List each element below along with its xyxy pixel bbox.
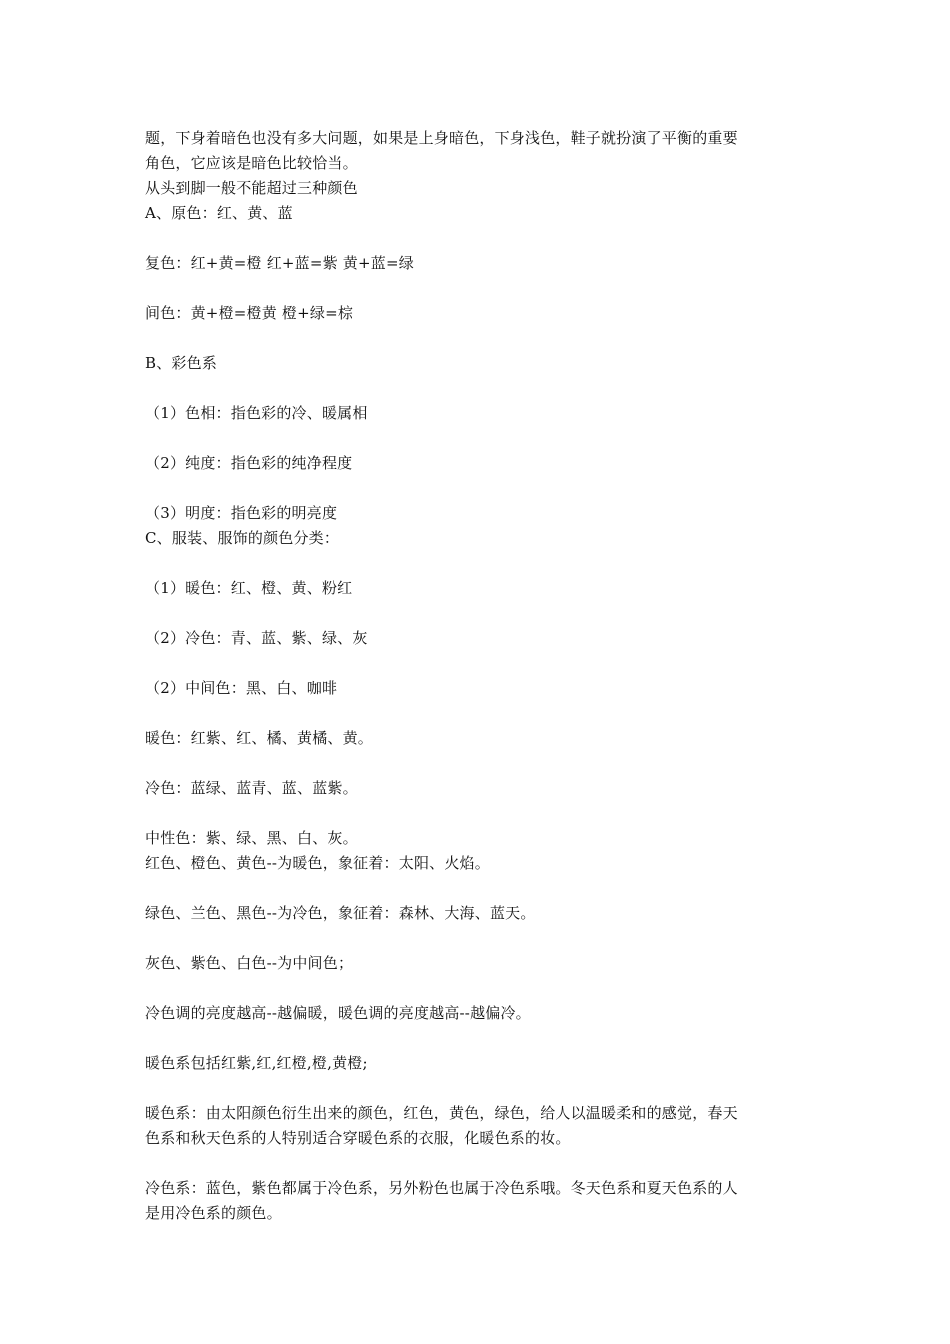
paragraph-gap xyxy=(145,276,813,301)
paragraph-gap xyxy=(145,751,813,776)
text-line: 色系和秋天色系的人特别适合穿暖色系的衣服，化暖色系的妆。 xyxy=(145,1129,571,1147)
text-line: 灰色、紫色、白色--为中间色； xyxy=(145,954,354,972)
text-line: （2）纯度：指色彩的纯净程度 xyxy=(145,454,353,472)
text-line: （1）色相：指色彩的冷、暖属相 xyxy=(145,404,368,422)
text-line: 从头到脚一般不能超过三种颜色 xyxy=(145,179,358,197)
text-line: B、彩色系 xyxy=(145,354,218,372)
paragraph-gap xyxy=(145,326,813,351)
paragraph-gap xyxy=(145,426,813,451)
document-page xyxy=(145,126,813,1226)
text-line: 暖色系包括红紫,红,红橙,橙,黄橙; xyxy=(145,1054,368,1072)
paragraph-gap xyxy=(145,926,813,951)
text-line: 冷色：蓝绿、蓝青、蓝、蓝紫。 xyxy=(145,779,358,797)
text-line: （2）冷色：青、蓝、紫、绿、灰 xyxy=(145,629,368,647)
text-line: C、服装、服饰的颜色分类： xyxy=(145,529,340,547)
text-line: 冷色系：蓝色，紫色都属于冷色系，另外粉色也属于冷色系哦。冬天色系和夏天色系的人 xyxy=(145,1179,738,1197)
paragraph-gap xyxy=(145,1026,813,1051)
text-line: 红色、橙色、黄色--为暖色，象征着：太阳、火焰。 xyxy=(145,854,490,872)
text-line: （2）中间色：黑、白、咖啡 xyxy=(145,679,338,697)
text-line: 复色：红+黄=橙 红+蓝=紫 黄+蓝=绿 xyxy=(145,254,414,272)
text-line: A、原色：红、黄、蓝 xyxy=(145,204,293,222)
text-line: 暖色系：由太阳颜色衍生出来的颜色，红色，黄色，绿色，给人以温暖柔和的感觉，春天 xyxy=(145,1104,738,1122)
text-line: （3）明度：指色彩的明亮度 xyxy=(145,504,338,522)
text-line: 暖色：红紫、红、橘、黄橘、黄。 xyxy=(145,729,374,747)
paragraph-gap xyxy=(145,651,813,676)
paragraph-gap xyxy=(145,976,813,1001)
text-line: 中性色：紫、绿、黑、白、灰。 xyxy=(145,829,358,847)
text-line: 题，下身着暗色也没有多大问题，如果是上身暗色，下身浅色，鞋子就扮演了平衡的重要 xyxy=(145,129,738,147)
text-line: （1）暖色：红、橙、黄、粉红 xyxy=(145,579,353,597)
paragraph-gap xyxy=(145,701,813,726)
paragraph-gap xyxy=(145,226,813,251)
paragraph-gap xyxy=(145,476,813,501)
paragraph-gap xyxy=(145,601,813,626)
paragraph-gap xyxy=(145,1151,813,1176)
paragraph-gap xyxy=(145,1076,813,1101)
text-line: 绿色、兰色、黑色--为冷色，象征着：森林、大海、蓝天。 xyxy=(145,904,536,922)
paragraph-gap xyxy=(145,551,813,576)
text-line: 是用冷色系的颜色。 xyxy=(145,1204,282,1222)
paragraph-gap xyxy=(145,876,813,901)
text-line: 间色：黄+橙=橙黄 橙+绿=棕 xyxy=(145,304,354,322)
paragraph-gap xyxy=(145,376,813,401)
paragraph-gap xyxy=(145,801,813,826)
text-line: 冷色调的亮度越高--越偏暖，暖色调的亮度越高--越偏冷。 xyxy=(145,1004,531,1022)
text-line: 角色，它应该是暗色比较恰当。 xyxy=(145,154,358,172)
